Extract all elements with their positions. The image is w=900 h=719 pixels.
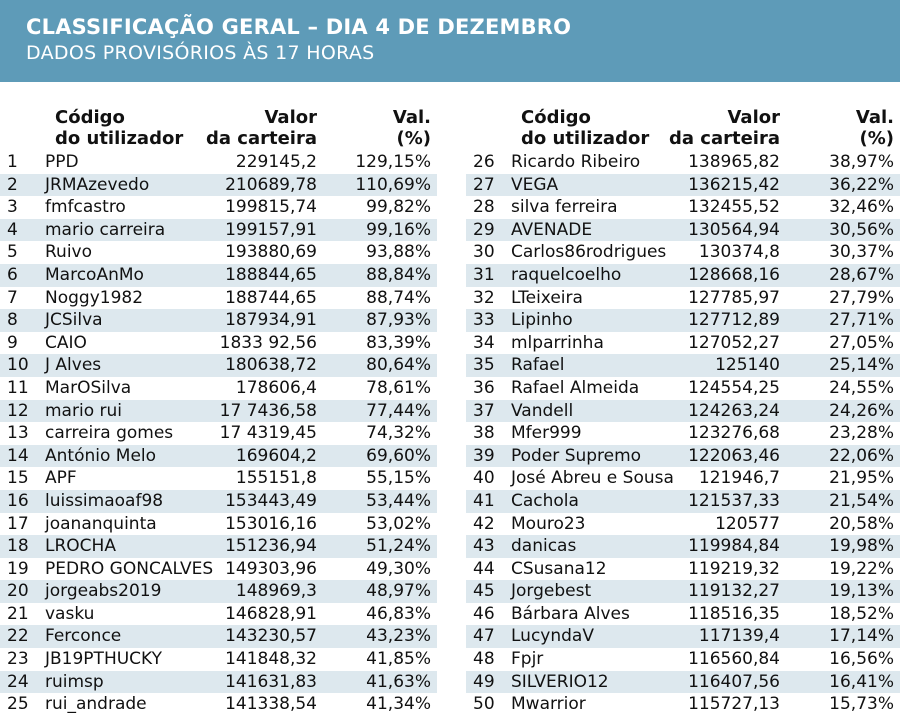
table-row (466, 309, 900, 332)
percent-change-cell: 74,32% (366, 423, 431, 444)
user-code-cell: LucyndaV (511, 626, 594, 647)
portfolio-value-cell: 153443,49 (225, 490, 317, 511)
column-header-val: Val. (%) (855, 107, 894, 149)
user-code-cell: Bárbara Alves (511, 603, 630, 624)
portfolio-value-cell: 141848,32 (225, 649, 317, 670)
rank-cell: 50 (473, 694, 495, 715)
rank-cell: 19 (7, 558, 29, 579)
user-code-cell: Jorgebest (511, 581, 592, 602)
portfolio-value-cell: 199157,91 (225, 219, 317, 240)
user-code-cell: AVENADE (511, 219, 593, 240)
user-code-cell: APF (45, 468, 77, 489)
table-row (0, 580, 437, 603)
table-row (0, 625, 437, 648)
rank-cell: 5 (7, 242, 18, 263)
portfolio-value-cell: 17 4319,45 (219, 423, 317, 444)
table-row (0, 264, 437, 287)
rank-cell: 38 (473, 423, 495, 444)
table-row (0, 467, 437, 490)
portfolio-value-cell: 141338,54 (225, 694, 317, 715)
rank-cell: 16 (7, 490, 29, 511)
portfolio-value-cell: 153016,16 (225, 513, 317, 534)
user-code-cell: mario rui (45, 400, 122, 421)
rank-cell: 26 (473, 152, 495, 172)
user-code-cell: MarcoAnMo (45, 264, 144, 285)
ranking-table-right (466, 107, 900, 715)
table-row (0, 151, 437, 174)
rank-cell: 24 (7, 671, 29, 692)
table-row (466, 332, 900, 355)
user-code-cell: SILVERIO12 (511, 671, 609, 692)
table-row (0, 400, 437, 423)
table-row (0, 332, 437, 355)
portfolio-value-cell: 121946,7 (698, 468, 780, 489)
user-code-cell: José Abreu e Sousa (511, 468, 674, 489)
user-code-cell: Ricardo Ribeiro (511, 152, 641, 172)
user-code-cell: mario carreira (45, 219, 166, 240)
rank-cell: 1 (7, 152, 18, 172)
table-row (466, 490, 900, 513)
percent-change-cell: 27,05% (829, 332, 894, 353)
table-row (466, 535, 900, 558)
user-code-cell: JB19PTHUCKY (45, 649, 162, 670)
rank-cell: 47 (473, 626, 495, 647)
percent-change-cell: 87,93% (366, 310, 431, 331)
table-row (0, 422, 437, 445)
rank-cell: 45 (473, 581, 495, 602)
user-code-cell: luissimaoaf98 (45, 490, 164, 511)
table-row (466, 467, 900, 490)
rank-cell: 22 (7, 626, 29, 647)
percent-change-cell: 16,41% (829, 671, 894, 692)
table-row (466, 422, 900, 445)
rank-cell: 33 (473, 310, 495, 331)
percent-change-cell: 69,60% (366, 445, 431, 466)
portfolio-value-cell: 169604,2 (235, 445, 317, 466)
percent-change-cell: 24,26% (829, 400, 894, 421)
table-row (0, 603, 437, 626)
table-row (0, 671, 437, 694)
user-code-cell: CAIO (45, 332, 87, 353)
table-header-right (466, 107, 900, 151)
rank-cell: 10 (7, 355, 29, 376)
percent-change-cell: 49,30% (366, 558, 431, 579)
portfolio-value-cell: 229145,2 (235, 152, 317, 172)
percent-change-cell: 18,52% (829, 603, 894, 624)
rank-cell: 23 (7, 649, 29, 670)
ranking-table-left (0, 107, 437, 715)
rank-cell: 27 (473, 174, 495, 195)
rank-cell: 36 (473, 377, 495, 398)
portfolio-value-cell: 151236,94 (225, 536, 317, 557)
rank-cell: 12 (7, 400, 29, 421)
user-code-cell: Carlos86rodrigues (511, 242, 667, 263)
percent-change-cell: 53,02% (366, 513, 431, 534)
percent-change-cell: 17,14% (829, 626, 894, 647)
rank-cell: 3 (7, 197, 18, 218)
percent-change-cell: 25,14% (829, 355, 894, 376)
table-row (0, 377, 437, 400)
rank-cell: 29 (473, 219, 495, 240)
user-code-cell: Vandell (511, 400, 574, 421)
user-code-cell: Ferconce (45, 626, 122, 647)
table-row (466, 400, 900, 423)
table-row (466, 580, 900, 603)
column-header-valor: Valor da carteira (206, 107, 317, 149)
percent-change-cell: 55,15% (366, 468, 431, 489)
table-row (466, 287, 900, 310)
table-row (0, 535, 437, 558)
rank-cell: 4 (7, 219, 18, 240)
portfolio-value-cell: 136215,42 (688, 174, 780, 195)
rank-cell: 39 (473, 445, 495, 466)
percent-change-cell: 21,95% (829, 468, 894, 489)
user-code-cell: fmfcastro (45, 197, 126, 218)
portfolio-value-cell: 130374,8 (698, 242, 780, 263)
portfolio-value-cell: 118516,35 (688, 603, 780, 624)
portfolio-value-cell: 124554,25 (688, 377, 780, 398)
user-code-cell: silva ferreira (511, 197, 618, 218)
rank-cell: 42 (473, 513, 495, 534)
table-row (466, 513, 900, 536)
rank-cell: 7 (7, 287, 18, 308)
rank-cell: 20 (7, 581, 29, 602)
table-row (0, 648, 437, 671)
user-code-cell: Mouro23 (511, 513, 586, 534)
portfolio-value-cell: 188844,65 (225, 264, 317, 285)
portfolio-value-cell: 180638,72 (225, 355, 317, 376)
table-row (466, 151, 900, 174)
percent-change-cell: 41,85% (366, 649, 431, 670)
column-header-val: Val. (%) (392, 107, 431, 149)
percent-change-cell: 41,34% (366, 694, 431, 715)
rank-cell: 35 (473, 355, 495, 376)
percent-change-cell: 21,54% (829, 490, 894, 511)
portfolio-value-cell: 132455,52 (688, 197, 780, 218)
rank-cell: 2 (7, 174, 18, 195)
rank-cell: 44 (473, 558, 495, 579)
portfolio-value-cell: 122063,46 (688, 445, 780, 466)
portfolio-value-cell: 119132,27 (688, 581, 780, 602)
rank-cell: 21 (7, 603, 29, 624)
percent-change-cell: 22,06% (829, 445, 894, 466)
table-row (466, 377, 900, 400)
rank-cell: 17 (7, 513, 29, 534)
portfolio-value-cell: 116560,84 (688, 649, 780, 670)
portfolio-value-cell: 149303,96 (225, 558, 317, 579)
rank-cell: 37 (473, 400, 495, 421)
table-row (0, 445, 437, 468)
table-row (466, 648, 900, 671)
percent-change-cell: 83,39% (366, 332, 431, 353)
portfolio-value-cell: 143230,57 (225, 626, 317, 647)
portfolio-value-cell: 178606,4 (235, 377, 317, 398)
percent-change-cell: 19,22% (829, 558, 894, 579)
percent-change-cell: 99,82% (366, 197, 431, 218)
user-code-cell: danicas (511, 536, 577, 557)
user-code-cell: jorgeabs2019 (45, 581, 162, 602)
percent-change-cell: 78,61% (366, 377, 431, 398)
rank-cell: 8 (7, 310, 18, 331)
percent-change-cell: 19,13% (829, 581, 894, 602)
user-code-cell: rui_andrade (45, 694, 147, 715)
percent-change-cell: 51,24% (366, 536, 431, 557)
percent-change-cell: 20,58% (829, 513, 894, 534)
portfolio-value-cell: 188744,65 (225, 287, 317, 308)
percent-change-cell: 129,15% (355, 152, 431, 172)
table-row (466, 264, 900, 287)
table-row (0, 241, 437, 264)
table-row (466, 445, 900, 468)
percent-change-cell: 15,73% (829, 694, 894, 715)
user-code-cell: MarOSilva (45, 377, 132, 398)
portfolio-value-cell: 116407,56 (688, 671, 780, 692)
percent-change-cell: 27,79% (829, 287, 894, 308)
table-row (0, 693, 437, 716)
table-row (466, 625, 900, 648)
rank-cell: 49 (473, 671, 495, 692)
user-code-cell: Poder Supremo (511, 445, 642, 466)
portfolio-value-cell: 1833 92,56 (219, 332, 317, 353)
portfolio-value-cell: 124263,24 (688, 400, 780, 421)
user-code-cell: raquelcoelho (511, 264, 622, 285)
percent-change-cell: 43,23% (366, 626, 431, 647)
percent-change-cell: 80,64% (366, 355, 431, 376)
table-body-left (0, 151, 437, 716)
percent-change-cell: 53,44% (366, 490, 431, 511)
percent-change-cell: 28,67% (829, 264, 894, 285)
table-row (0, 558, 437, 581)
rank-cell: 28 (473, 197, 495, 218)
column-header-code: Código do utilizador (55, 107, 184, 149)
percent-change-cell: 32,46% (829, 197, 894, 218)
portfolio-value-cell: 17 7436,58 (219, 400, 317, 421)
table-row (0, 309, 437, 332)
table-row (466, 603, 900, 626)
portfolio-value-cell: 123276,68 (688, 423, 780, 444)
rank-cell: 43 (473, 536, 495, 557)
portfolio-value-cell: 148969,3 (235, 581, 317, 602)
portfolio-value-cell: 121537,33 (688, 490, 780, 511)
table-row (466, 174, 900, 197)
rank-cell: 11 (7, 377, 29, 398)
portfolio-value-cell: 187934,91 (225, 310, 317, 331)
table-row (0, 174, 437, 197)
table-body-right (466, 151, 900, 716)
user-code-cell: CSusana12 (511, 558, 607, 579)
percent-change-cell: 88,84% (366, 264, 431, 285)
rank-cell: 13 (7, 423, 29, 444)
rank-cell: 31 (473, 264, 495, 285)
percent-change-cell: 38,97% (829, 152, 894, 172)
table-row (0, 196, 437, 219)
user-code-cell: Mwarrior (511, 694, 586, 715)
user-code-cell: PEDRO GONCALVES (45, 558, 214, 579)
table-row (466, 671, 900, 694)
table-row (0, 354, 437, 377)
column-header-valor: Valor da carteira (669, 107, 780, 149)
table-row (466, 219, 900, 242)
user-code-cell: J Alves (45, 355, 102, 376)
percent-change-cell: 88,74% (366, 287, 431, 308)
portfolio-value-cell: 146828,91 (225, 603, 317, 624)
table-row (0, 490, 437, 513)
user-code-cell: JCSilva (45, 310, 103, 331)
rank-cell: 18 (7, 536, 29, 557)
page-title: CLASSIFICAÇÃO GERAL – DIA 4 DE DEZEMBRO (26, 15, 572, 39)
rank-cell: 25 (7, 694, 29, 715)
rank-cell: 6 (7, 264, 18, 285)
table-row (466, 241, 900, 264)
column-header-code: Código do utilizador (521, 107, 650, 149)
user-code-cell: JRMAzevedo (45, 174, 150, 195)
portfolio-value-cell: 127052,27 (688, 332, 780, 353)
rank-cell: 41 (473, 490, 495, 511)
user-code-cell: Rafael Almeida (511, 377, 640, 398)
user-code-cell: Rafael (511, 355, 565, 376)
table-row (0, 513, 437, 536)
percent-change-cell: 46,83% (366, 603, 431, 624)
rank-cell: 46 (473, 603, 495, 624)
user-code-cell: ruimsp (45, 671, 104, 692)
percent-change-cell: 23,28% (829, 423, 894, 444)
table-row (0, 287, 437, 310)
portfolio-value-cell: 115727,13 (688, 694, 780, 715)
user-code-cell: Ruivo (45, 242, 93, 263)
portfolio-value-cell: 117139,4 (698, 626, 780, 647)
user-code-cell: Mfer999 (511, 423, 582, 444)
portfolio-value-cell: 155151,8 (235, 468, 317, 489)
user-code-cell: Cachola (511, 490, 579, 511)
rank-cell: 15 (7, 468, 29, 489)
percent-change-cell: 36,22% (829, 174, 894, 195)
user-code-cell: vasku (45, 603, 95, 624)
user-code-cell: Noggy1982 (45, 287, 144, 308)
portfolio-value-cell: 193880,69 (225, 242, 317, 263)
percent-change-cell: 24,55% (829, 377, 894, 398)
header-banner (0, 0, 900, 82)
rank-cell: 32 (473, 287, 495, 308)
percent-change-cell: 48,97% (366, 581, 431, 602)
table-row (466, 693, 900, 716)
rank-cell: 48 (473, 649, 495, 670)
user-code-cell: joananquinta (45, 513, 157, 534)
portfolio-value-cell: 141631,83 (225, 671, 317, 692)
user-code-cell: mlparrinha (511, 332, 604, 353)
percent-change-cell: 27,71% (829, 310, 894, 331)
table-row (466, 354, 900, 377)
page-subtitle: DADOS PROVISÓRIOS ÀS 17 HORAS (26, 42, 375, 64)
user-code-cell: Lipinho (511, 310, 573, 331)
percent-change-cell: 30,56% (829, 219, 894, 240)
portfolio-value-cell: 210689,78 (225, 174, 317, 195)
user-code-cell: António Melo (45, 445, 157, 466)
portfolio-value-cell: 120577 (715, 513, 780, 534)
percent-change-cell: 16,56% (829, 649, 894, 670)
user-code-cell: carreira gomes (45, 423, 174, 444)
percent-change-cell: 41,63% (366, 671, 431, 692)
table-row (466, 196, 900, 219)
portfolio-value-cell: 128668,16 (688, 264, 780, 285)
table-row (0, 219, 437, 242)
user-code-cell: LTeixeira (511, 287, 583, 308)
rank-cell: 14 (7, 445, 29, 466)
user-code-cell: Fpjr (511, 649, 544, 670)
percent-change-cell: 30,37% (829, 242, 894, 263)
rank-cell: 9 (7, 332, 18, 353)
portfolio-value-cell: 119219,32 (688, 558, 780, 579)
portfolio-value-cell: 127785,97 (688, 287, 780, 308)
rank-cell: 34 (473, 332, 495, 353)
percent-change-cell: 93,88% (366, 242, 431, 263)
rank-cell: 30 (473, 242, 495, 263)
percent-change-cell: 110,69% (355, 174, 431, 195)
percent-change-cell: 99,16% (366, 219, 431, 240)
portfolio-value-cell: 199815,74 (225, 197, 317, 218)
user-code-cell: LROCHA (45, 536, 116, 557)
portfolio-value-cell: 127712,89 (688, 310, 780, 331)
percent-change-cell: 19,98% (829, 536, 894, 557)
portfolio-value-cell: 138965,82 (688, 152, 780, 172)
rank-cell: 40 (473, 468, 495, 489)
user-code-cell: PPD (45, 152, 79, 172)
user-code-cell: VEGA (511, 174, 559, 195)
portfolio-value-cell: 125140 (715, 355, 780, 376)
table-header-left (0, 107, 437, 151)
portfolio-value-cell: 119984,84 (688, 536, 780, 557)
portfolio-value-cell: 130564,94 (688, 219, 780, 240)
table-row (466, 558, 900, 581)
percent-change-cell: 77,44% (366, 400, 431, 421)
